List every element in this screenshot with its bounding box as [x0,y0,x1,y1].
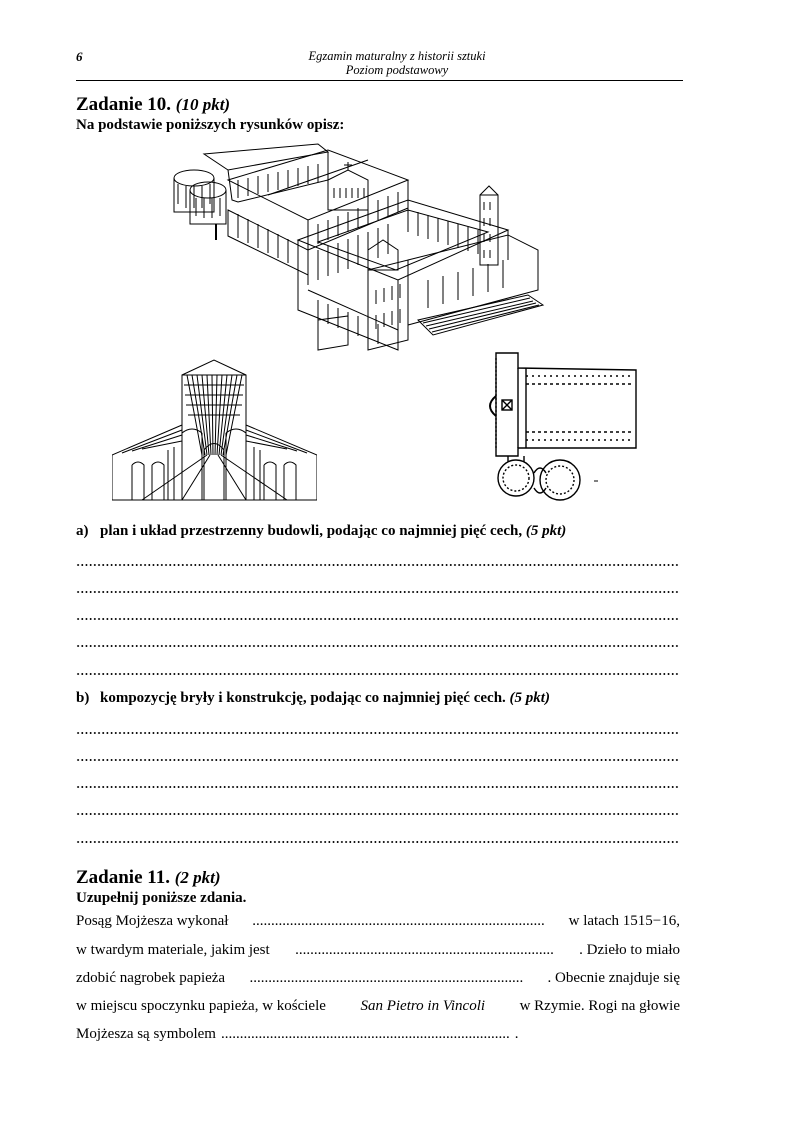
sentence-5-start: Mojżesza są symbolem [76,1026,216,1042]
task11-title [76,867,221,889]
page-number: 6 [76,49,83,64]
blank-author[interactable]: .............................................................................. [252,913,545,929]
answer-line-a3[interactable] [76,617,680,621]
sentence-4-start: w miejscu spoczynku papieża, w kościele [76,998,326,1014]
sentence-1-start: Posąg Mojżesza wykonał [76,913,229,929]
task10-question-a [76,523,566,540]
task11-sentence-2 [76,942,680,959]
question-a-points: (5 pkt) [525,523,567,539]
blank-symbol[interactable]: ............................................................................. [220,1026,510,1042]
task11-instruction: Uzupełnij poniższe zdania. [76,890,247,906]
answer-line-b5[interactable] [76,840,680,844]
sentence-3-end: . Obecnie znajduje się [547,970,680,986]
basilica-cross-section-drawing [112,355,317,505]
answer-line-a4[interactable] [76,644,680,648]
task10-points: (10 pkt) [175,95,231,114]
task11-sentence-3 [76,970,680,987]
answer-line-a5[interactable] [76,672,680,676]
blank-material[interactable]: ..................................................................... [295,942,554,958]
question-a-text: plan i układ przestrzenny budowli, podając co najmniej pięć cech, [100,523,523,539]
task10-instruction: Na podstawie poniższych rysunków opisz: [76,117,345,133]
basilica-aerial-drawing [168,140,553,355]
sentence-2-start: w twardym materiale, jakim jest [76,942,270,958]
header-divider [76,80,683,81]
sentence-3-start: zdobić nagrobek papieża [76,970,226,986]
question-b-text: kompozycję bryły i konstrukcję, podając co najmniej pięć cech. [100,690,506,706]
answer-line-a1[interactable] [76,563,680,567]
task10-title [76,94,230,116]
exam-title: Egzamin maturalny z historii sztuki [308,49,486,63]
church-name: San Pietro in Vincoli [360,998,486,1014]
task11-title-text: Zadanie 11. [76,867,170,888]
answer-line-a2[interactable] [76,590,680,594]
answer-line-b1[interactable] [76,731,680,735]
sentence-2-end: . Dzieło to miało [579,942,680,958]
question-a-label: a) [76,523,89,539]
question-b-label: b) [76,690,90,706]
task11-sentence-1 [76,913,680,930]
answer-line-b4[interactable] [76,812,680,816]
sentence-1-end: w latach 1515−16, [568,913,680,929]
blank-pope[interactable]: ......................................................................... [249,970,524,986]
task11-points: (2 pkt) [174,868,221,887]
sentence-4-end: w Rzymie. Rogi na głowie [519,998,680,1014]
question-b-points: (5 pkt) [509,690,550,706]
answer-line-b2[interactable] [76,758,680,762]
sentence-5-end: . [514,1026,519,1042]
task11-sentence-5 [76,1026,518,1043]
basilica-floor-plan [478,348,640,508]
exam-level: Poziom podstawowy [345,63,449,77]
answer-line-b3[interactable] [76,785,680,789]
task10-title-text: Zadanie 10. [76,94,172,115]
task11-sentence-4 [76,998,680,1015]
task10-question-b [76,690,550,707]
